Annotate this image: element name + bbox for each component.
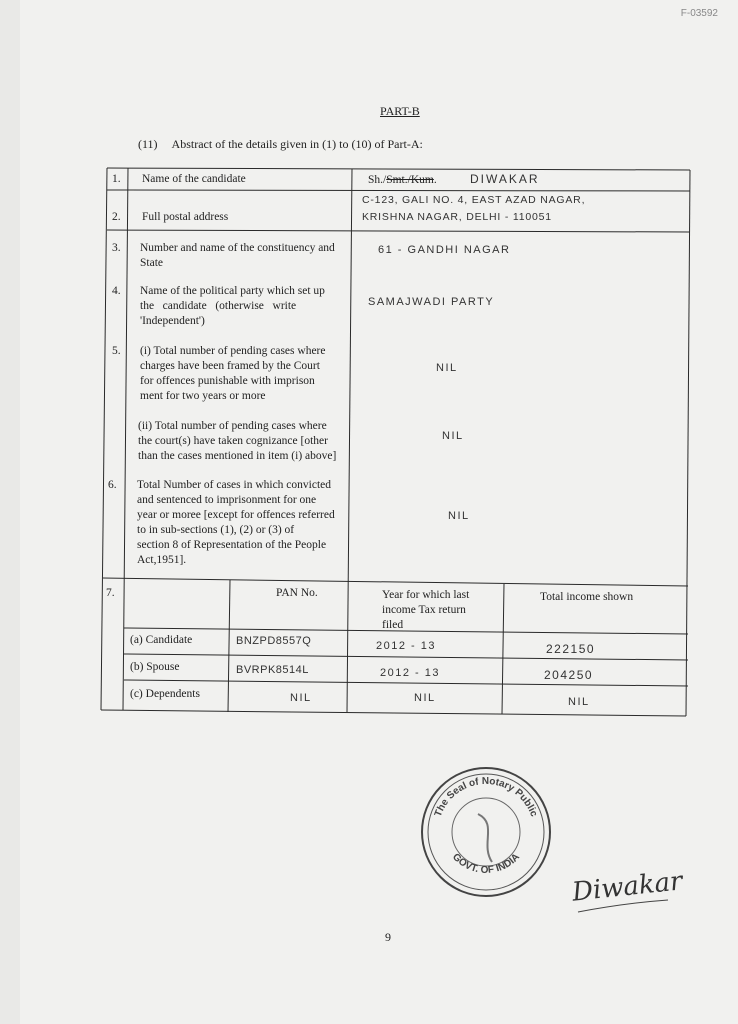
row7-number: 7. [106,587,115,599]
row5-ii-line2: the court(s) have taken cognizance [other [138,435,328,447]
col-income-header: Total income shown [540,591,634,603]
row5-i-line3: for offences punishable with imprison [140,375,315,387]
col-year-header-line2: income Tax return [382,604,466,616]
candidate-name-value: DIWAKAR [470,172,540,186]
row4-label-line2: the candidate (otherwise write [140,300,297,312]
row2-label: Full postal address [142,211,229,223]
candidate-pan: BNZPD8557Q [236,635,312,647]
constituency-value: 61 - GANDHI NAGAR [378,244,511,256]
candidate-label: (a) Candidate [130,634,193,646]
prefix-sh: Sh./ [368,174,387,186]
prefix-dot: . [433,174,437,186]
row6-line1: Total Number of cases in which convicted [137,479,331,491]
row4-label-line1: Name of the political party which set up [140,285,325,297]
row6-line5: section 8 of Representation of the People [137,539,327,551]
row4-number: 4. [112,285,121,297]
row5-i-line1: (i) Total number of pending cases where [140,345,326,357]
col-pan-header: PAN No. [276,587,318,599]
pending-cases-cognizance-value: NIL [442,430,464,442]
row6-line6: Act,1951]. [137,554,187,566]
row5-ii-line3: than the cases mentioned in item (i) above] [138,450,337,462]
seal-top-text: The Seal of Notary Public [432,775,540,819]
row5-number: 5. [112,345,121,357]
row3-label-line1: Number and name of the constituency and [140,242,335,254]
row1-number: 1. [112,173,121,185]
dependents-income: NIL [568,696,590,708]
row5-i-line4: ment for two years or more [140,390,266,402]
spouse-label: (b) Spouse [130,661,180,673]
spouse-year: 2012 - 13 [380,667,440,679]
part-heading: PART-B [380,104,420,118]
row5-i-line2: charges have been framed by the Court [140,360,320,372]
row3-number: 3. [112,242,121,254]
dependents-year: NIL [414,692,436,704]
address-value-line1: C-123, GALI NO. 4, EAST AZAD NAGAR, [362,194,586,206]
row2-number: 2. [112,211,121,223]
row5-ii-line1: (ii) Total number of pending cases where [138,420,327,432]
convictions-value: NIL [448,510,470,522]
row6-line4: to in sub-sections (1), (2) or (3) of [137,524,295,536]
party-value: SAMAJWADI PARTY [368,296,495,308]
page-number: 9 [385,930,391,944]
row3-label-line2: State [140,257,163,269]
spouse-income: 204250 [544,668,594,682]
row1-label: Name of the candidate [142,173,246,185]
intro-number: (11) [138,137,158,151]
col-year-header-line1: Year for which last [382,589,470,601]
spouse-pan: BVRPK8514L [236,664,309,676]
seal-bottom-text: GOVT. OF INDIA [449,851,522,876]
col-year-header-line3: filed [382,619,404,631]
dependents-pan: NIL [290,692,312,704]
intro-text: Abstract of the details given in (1) to (10) of Part-A: [171,137,423,151]
corner-mark: F-03592 [680,8,718,19]
candidate-year: 2012 - 13 [376,640,436,652]
row6-number: 6. [108,479,117,491]
signature: Diwakar [570,866,684,908]
address-value-line2: KRISHNA NAGAR, DELHI - 110051 [362,211,552,223]
row6-line2: and sentenced to imprisonment for one [137,494,317,506]
pending-cases-framed-value: NIL [436,362,458,374]
row6-line3: year or moree [except for offences referred [137,509,335,521]
row4-label-line3: 'Independent') [140,315,205,327]
prefix-struck: Smt./Kum [386,174,434,186]
candidate-income: 222150 [546,642,596,656]
dependents-label: (c) Dependents [130,688,200,700]
